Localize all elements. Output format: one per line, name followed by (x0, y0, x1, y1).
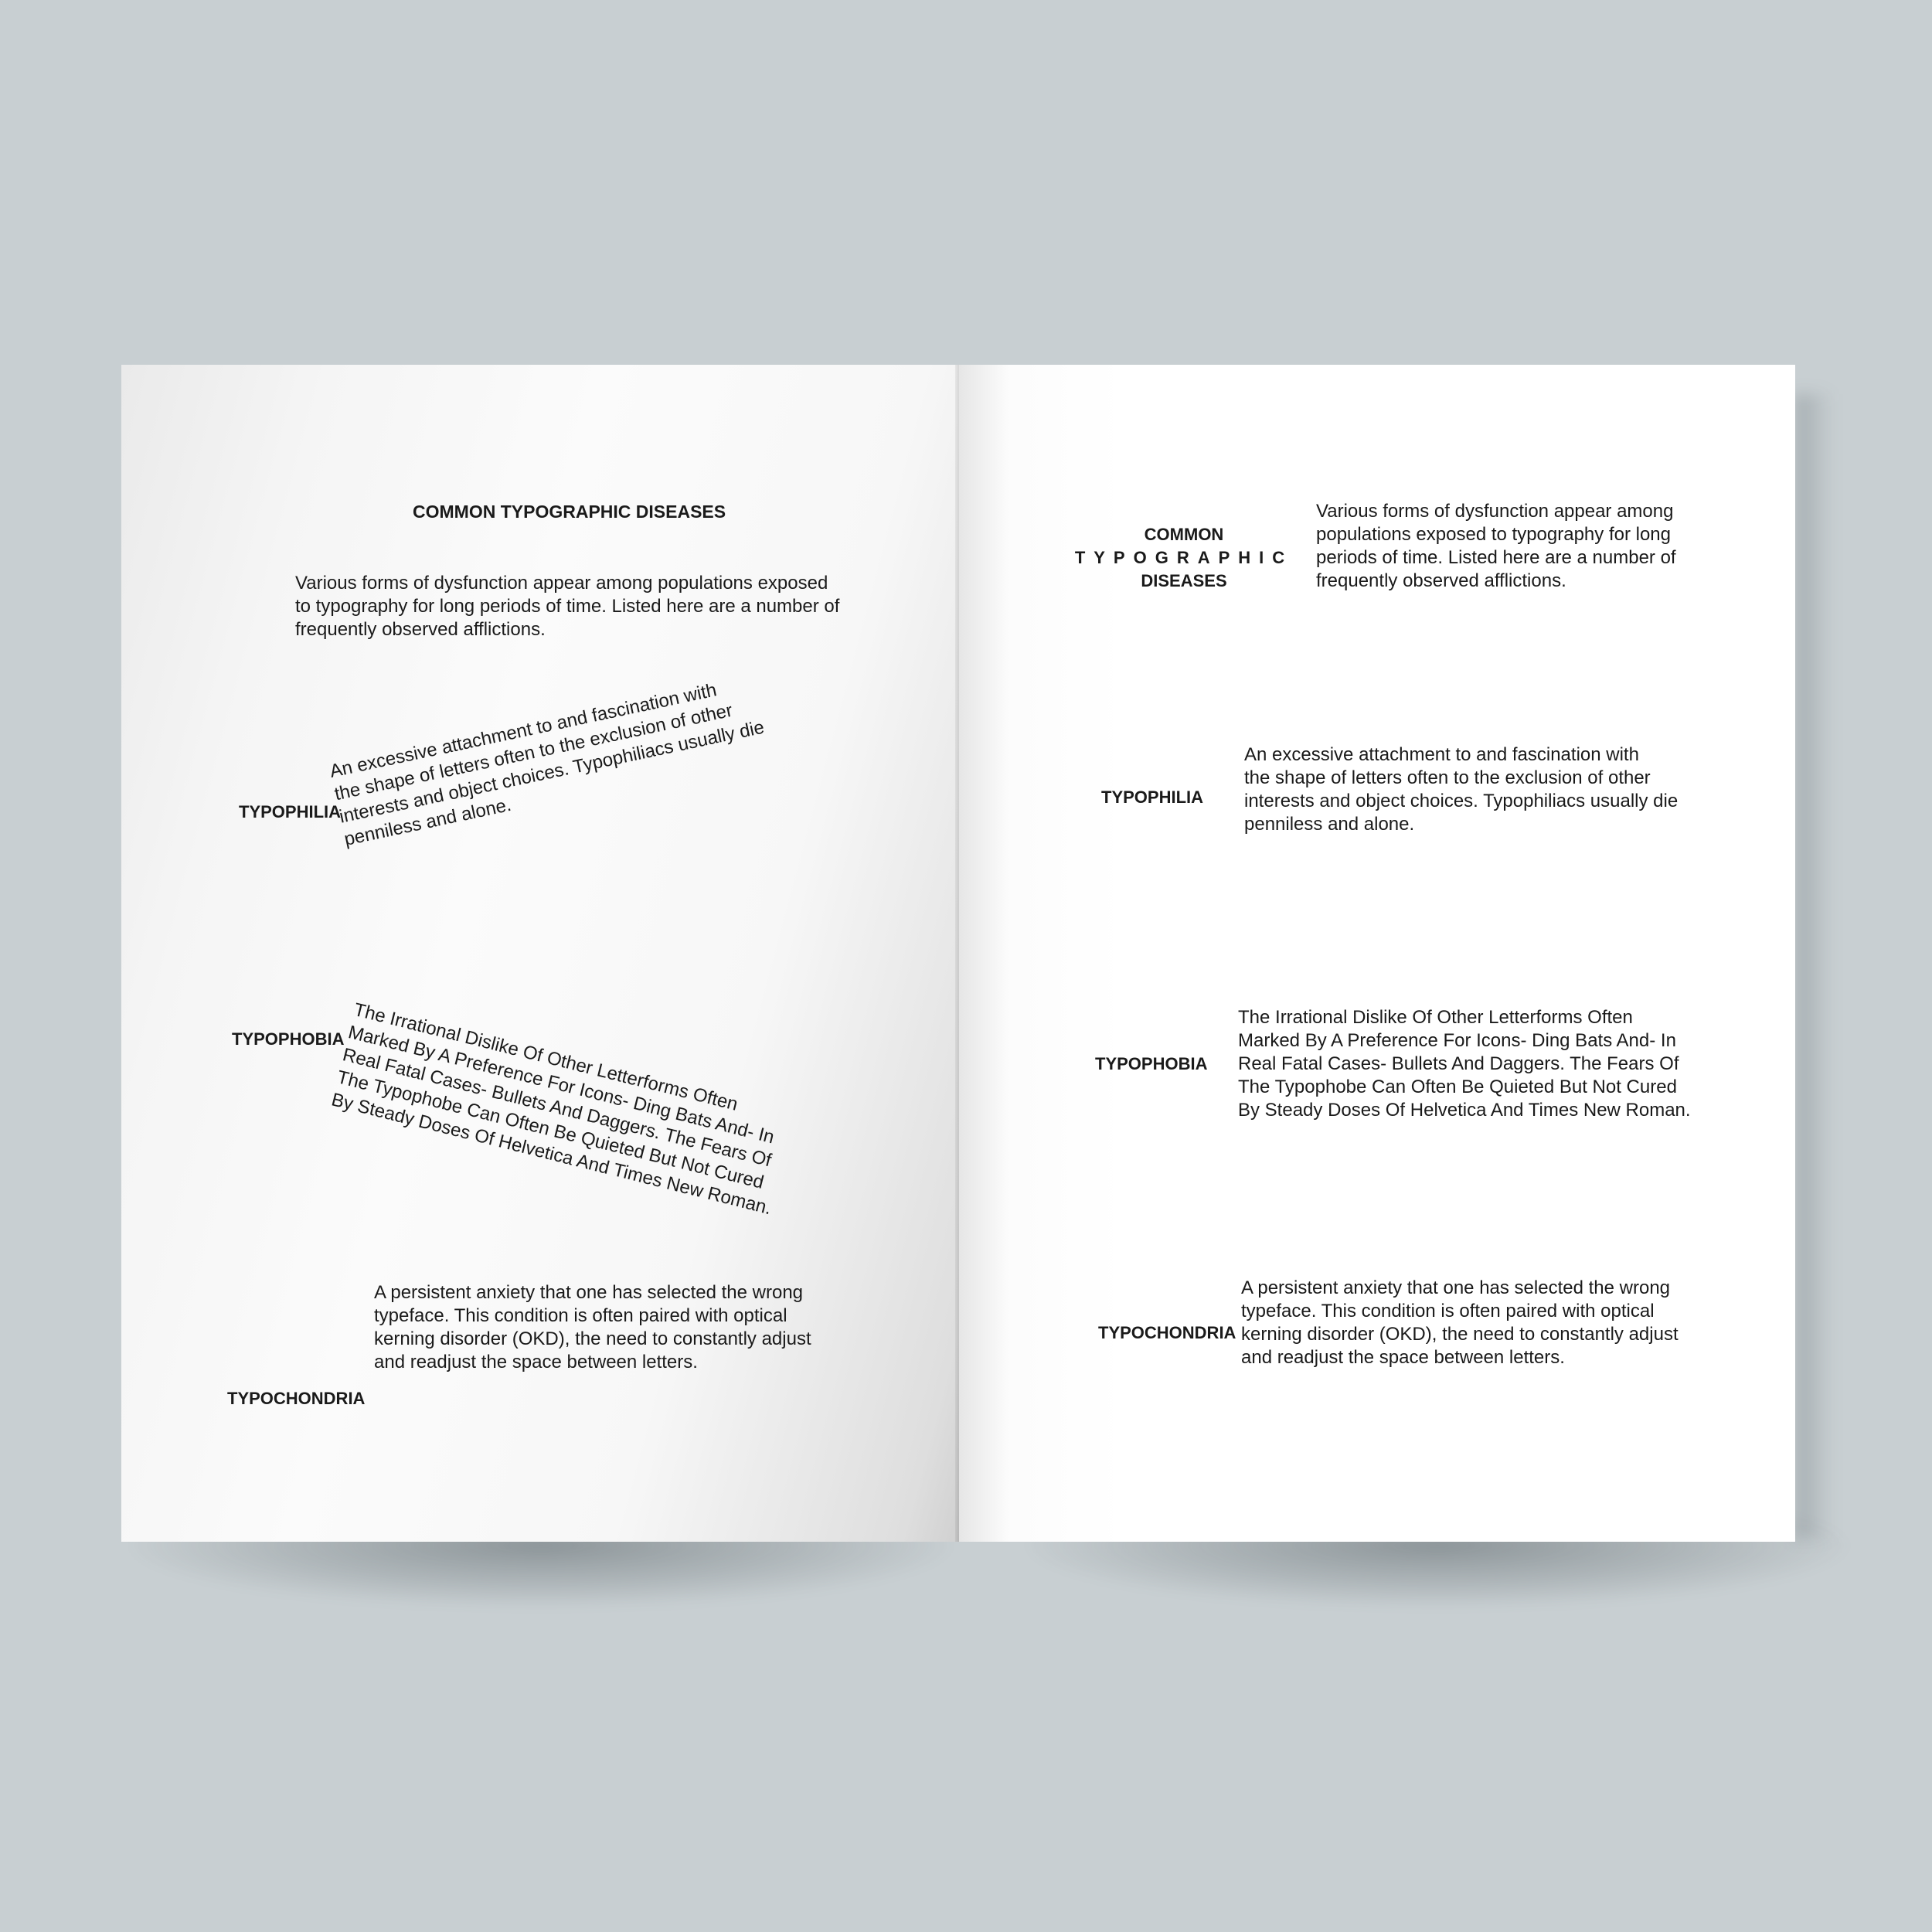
left-page-title: COMMON TYPOGRAPHIC DISEASES (413, 502, 726, 522)
right-typochondria-heading: TYPOCHONDRIA (1098, 1323, 1236, 1342)
page-edge-shadow (1794, 394, 1833, 1538)
left-page-intro: Various forms of dysfunction appear among populations exposed to typography for long periods of time. Listed here are a number of frequently observed afflictions. (295, 573, 840, 640)
left-typophobia-text: The Irrational Dislike Of Other Letterforms Often Marked By A Preference For Icons- Ding Bats And- In Real Fatal Cases- Bullets And Daggers. The Fears Of The Typophobe Can Often Be Quieted But Not Cured By Steady Doses Of Helvetica And Times New Roman. (329, 998, 777, 1219)
right-title-line1: COMMON (1144, 525, 1224, 544)
left-page (121, 365, 959, 1542)
right-typophobia-text: The Irrational Dislike Of Other Letterforms Often Marked By A Preference For Icons- Ding Bats And- In Real Fatal Cases- Bullets And Daggers. The Fears Of The Typophobe Can Often Be Quieted But Not Cured By Steady Doses Of Helvetica And Times New Roman. (1238, 1007, 1691, 1121)
right-typophobia-heading: TYPOPHOBIA (1095, 1054, 1208, 1073)
left-typophobia-heading: TYPOPHOBIA (232, 1029, 345, 1049)
right-title-line3: DISEASES (1141, 571, 1227, 590)
left-typophilia-heading: TYPOPHILIA (239, 802, 342, 821)
left-typophilia-text: An excessive attachment to and fascination with the shape of letters often to the exclusion of other interests and object choices. Typophiliacs usually die penniless and alone. (328, 679, 767, 851)
left-typochondria-text: A persistent anxiety that one has selected the wrong typeface. This condition is often paired with optical kerning disorder (OKD), the need to constantly adjust and readjust the space between letters. (374, 1282, 811, 1372)
right-page (959, 365, 1795, 1542)
left-typochondria-heading: TYPOCHONDRIA (227, 1389, 366, 1408)
right-page-intro: Various forms of dysfunction appear among populations exposed to typography for long periods of time. Listed here are a number of frequently observed afflictions. (1316, 501, 1676, 591)
right-page-title (1068, 523, 1300, 593)
right-typophilia-heading: TYPOPHILIA (1101, 787, 1204, 807)
right-title-line2: TYPOGRAPHIC (1074, 548, 1294, 567)
right-typophilia-text: An excessive attachment to and fascination with the shape of letters often to the exclusion of other interests and object choices. Typophiliacs usually die penniless and alone. (1244, 744, 1679, 835)
right-typochondria-text: A persistent anxiety that one has selected the wrong typeface. This condition is often paired with optical kerning disorder (OKD), the need to constantly adjust and readjust the space between letters. (1241, 1277, 1679, 1368)
